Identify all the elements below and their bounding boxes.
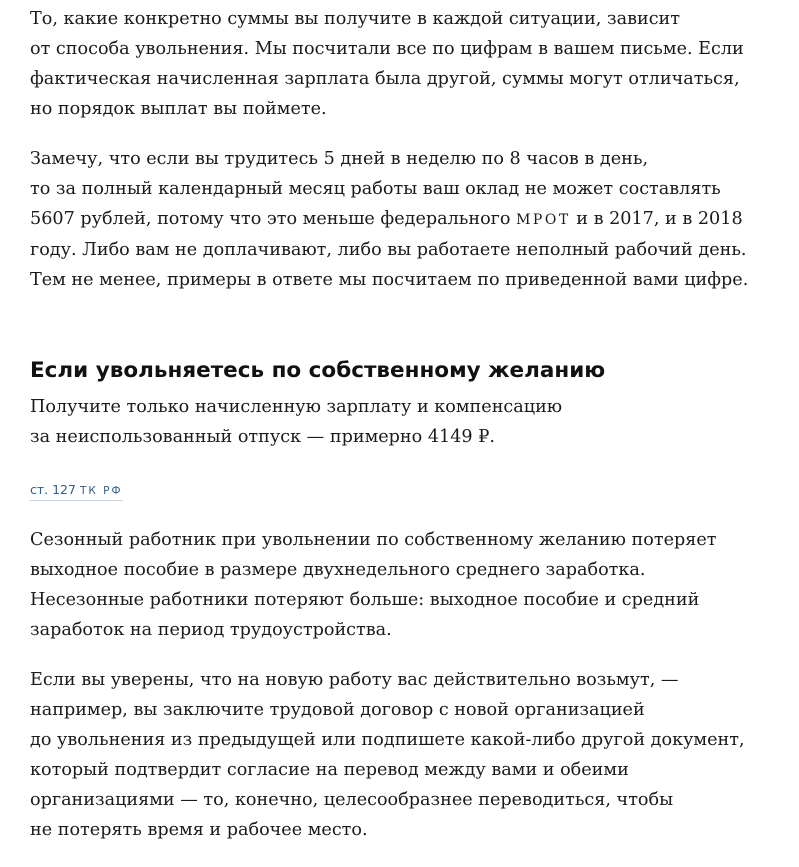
text-line: не потерять время и рабочее место. bbox=[30, 820, 368, 840]
text-line: фактическая начисленная зарплата была другой, суммы могут отличаться, bbox=[30, 69, 740, 89]
text-line: заработок на период трудоустройства. bbox=[30, 620, 392, 640]
section-heading: Если увольняетесь по собственному желанию bbox=[30, 358, 606, 383]
text-line: за неиспользованный отпуск — примерно 4149 ₽. bbox=[30, 427, 495, 447]
seasonal-worker-paragraph bbox=[30, 525, 775, 645]
text-line: до увольнения из предыдущей или подпишете какой-либо другой документ, bbox=[30, 730, 745, 750]
text-line: то за полный календарный месяц работы ваш оклад не может составлять bbox=[30, 179, 721, 199]
labor-code-link[interactable] bbox=[30, 481, 123, 501]
text-line: То, какие конкретно суммы вы получите в каждой ситуации, зависит bbox=[30, 9, 681, 29]
mrot-abbreviation: МРОТ bbox=[516, 212, 571, 228]
text-line: организациями — то, конечно, целесообразнее переводиться, чтобы bbox=[30, 790, 674, 810]
law-link-article: ст. 127 bbox=[30, 482, 80, 497]
transfer-paragraph bbox=[30, 665, 775, 845]
article-body bbox=[30, 4, 775, 865]
text-line: Несезонные работники потеряют больше: выходное пособие и средний bbox=[30, 590, 700, 610]
text-line: Тем не менее, примеры в ответе мы посчитаем по приведенной вами цифре. bbox=[30, 270, 749, 290]
text-line: от способа увольнения. Мы посчитали все по цифрам в вашем письме. Если bbox=[30, 39, 744, 59]
law-link-code: ТК РФ bbox=[79, 485, 123, 497]
intro-paragraph bbox=[30, 4, 775, 124]
text-line: который подтвердит согласие на перевод между вами и обеими bbox=[30, 760, 629, 780]
text-line: но порядок выплат вы поймете. bbox=[30, 99, 327, 119]
text-line: Если вы уверены, что на новую работу вас действительно возьмут, — bbox=[30, 670, 679, 690]
text-line bbox=[30, 204, 775, 235]
text-line: году. Либо вам не доплачивают, либо вы работаете неполный рабочий день. bbox=[30, 240, 747, 260]
text-line: Получите только начисленную зарплату и компенсацию bbox=[30, 397, 563, 417]
text-fragment: и в 2017, и в 2018 bbox=[570, 209, 743, 229]
text-line: Сезонный работник при увольнении по собственному желанию потеряет bbox=[30, 530, 717, 550]
text-line: например, вы заключите трудовой договор с новой организацией bbox=[30, 700, 645, 720]
mrot-paragraph bbox=[30, 144, 775, 295]
own-will-summary bbox=[30, 392, 775, 452]
text-fragment: 5607 рублей, потому что это меньше федерального bbox=[30, 209, 517, 229]
text-line: Замечу, что если вы трудитесь 5 дней в неделю по 8 часов в день, bbox=[30, 149, 649, 169]
text-line: выходное пособие в размере двухнедельного среднего заработка. bbox=[30, 560, 646, 580]
